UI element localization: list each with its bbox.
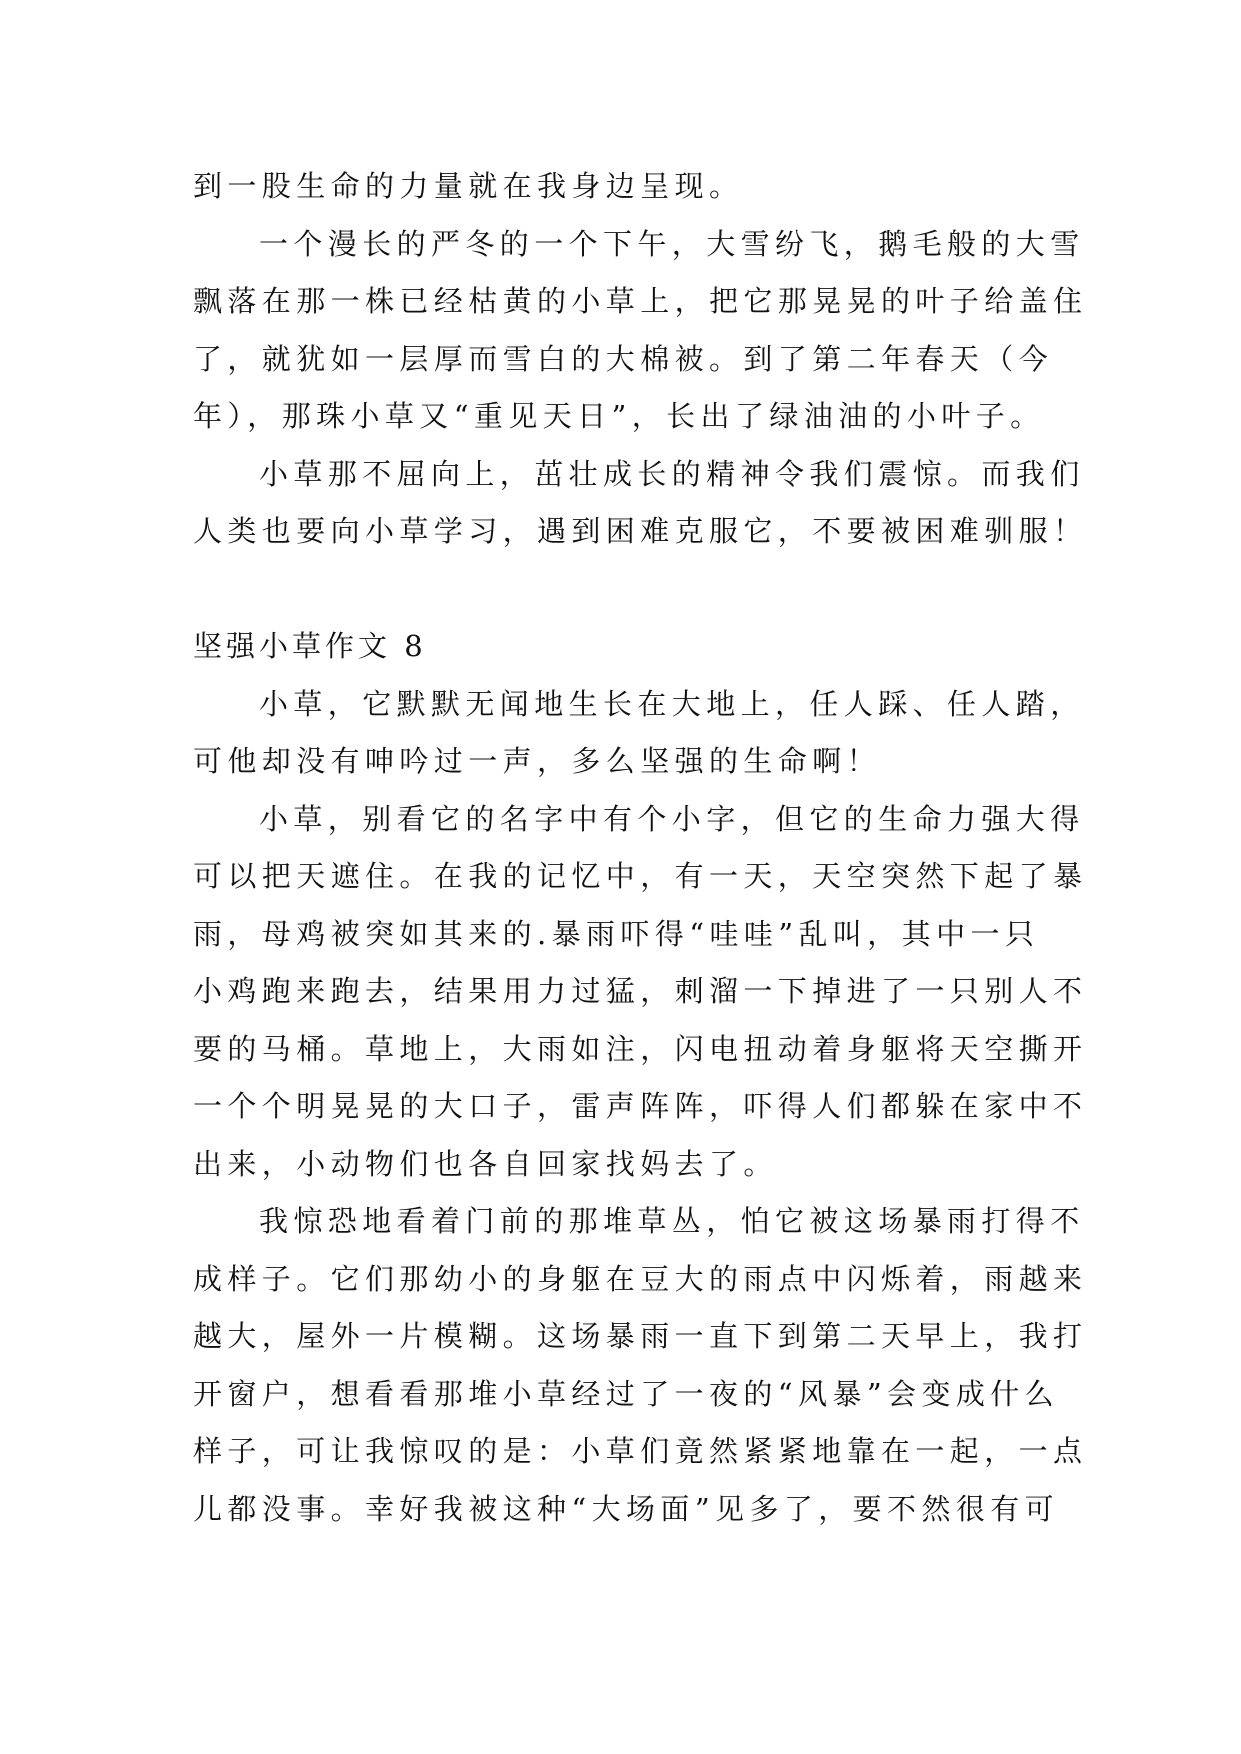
text-line: 一个个明晃晃的大口子，雷声阵阵，吓得人们都躲在家中不	[193, 1089, 1088, 1123]
text-line: 小草，它默默无闻地生长在大地上，任人踩、任人踏，	[259, 686, 1085, 721]
text-line: 越大，屋外一片模糊。这场暴雨一直下到第二天早上，我打	[193, 1319, 1088, 1353]
paragraph-6	[193, 1193, 1088, 1538]
text-line: 一个漫长的严冬的一个下午，大雪纷飞，鹅毛般的大雪	[259, 226, 1085, 261]
text-line: 可他却没有呻吟过一声，多么坚强的生命啊！	[193, 744, 882, 778]
text-line: 小草那不屈向上，茁壮成长的精神令我们震惊。而我们	[259, 456, 1085, 491]
text-line: 要的马桶。草地上，大雨如注，闪电扭动着身躯将天空撕开	[193, 1031, 1088, 1066]
text-line: 小草，别看它的名字中有个小字，但它的生命力强大得	[259, 801, 1085, 836]
section-continuation	[193, 158, 1088, 561]
paragraph-1	[193, 158, 1053, 216]
text-line: 儿都没事。幸好我被这种“大场面”见多了，要不然很有可	[193, 1491, 1060, 1526]
text-line: 雨，母鸡被突如其来的.暴雨吓得“哇哇”乱叫，其中一只	[193, 916, 1040, 951]
text-line: 飘落在那一株已经枯黄的小草上，把它那晃晃的叶子给盖住	[193, 284, 1088, 318]
text-line: 人类也要向小草学习，遇到困难克服它，不要被困难驯服！	[193, 514, 1088, 548]
paragraph-4	[193, 676, 1085, 791]
section-essay-8	[193, 618, 1088, 1538]
text-line: 到一股生命的力量就在我身边呈现。	[193, 169, 744, 203]
text-line: 出来，小动物们也各自回家找妈去了。	[193, 1146, 778, 1181]
text-line: 了，就犹如一层厚而雪白的大棉被。到了第二年春天（今	[193, 341, 1054, 376]
text-line: 年），那珠小草又“重见天日”，长出了绿油油的小叶子。	[193, 399, 1045, 433]
text-line: 我惊恐地看着门前的那堆草丛，怕它被这场暴雨打得不	[259, 1204, 1085, 1238]
text-line: 样子，可让我惊叹的是：小草们竟然紧紧地靠在一起，一点	[193, 1434, 1088, 1468]
text-line: 小鸡跑来跑去，结果用力过猛，刺溜一下掉进了一只别人不	[193, 974, 1088, 1008]
paragraph-2	[193, 216, 1088, 446]
section-gap	[193, 561, 1053, 619]
text-line: 可以把天遮住。在我的记忆中，有一天，天空突然下起了暴	[193, 859, 1088, 893]
section-heading: 坚强小草作文 8	[193, 629, 427, 663]
document-page	[193, 158, 1088, 1538]
text-line: 开窗户，想看看那堆小草经过了一夜的“风暴”会变成什么	[193, 1376, 1060, 1411]
paragraph-5	[193, 791, 1088, 1194]
text-line: 成样子。它们那幼小的身躯在豆大的雨点中闪烁着，雨越来	[193, 1261, 1088, 1296]
paragraph-3	[193, 446, 1088, 561]
